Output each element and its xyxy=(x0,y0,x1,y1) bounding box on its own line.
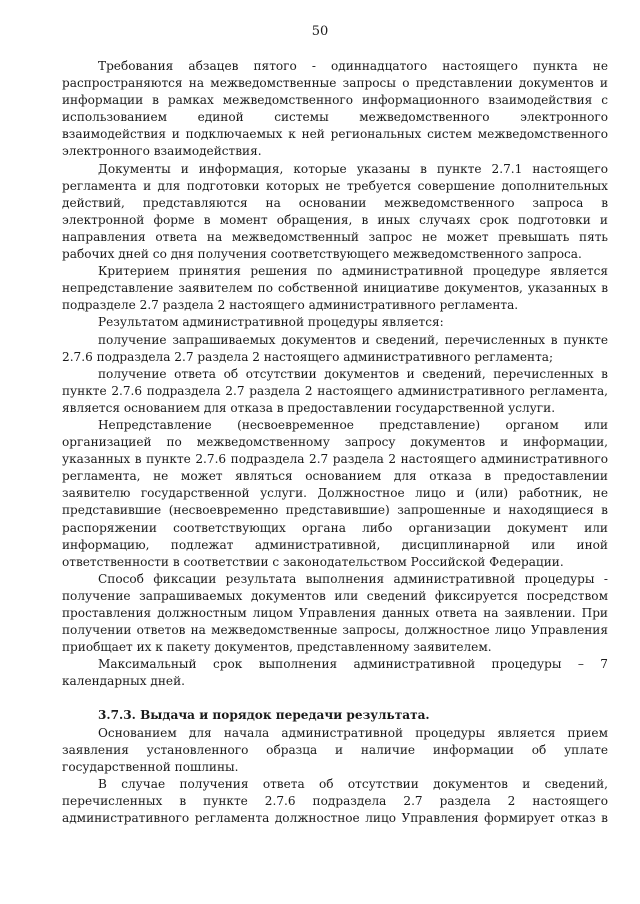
section-heading: 3.7.3. Выдача и порядок передачи результата. xyxy=(98,708,430,723)
paragraph-non-submission: Непредставление (несвоевременное представление) органом или организацией по межведомственному запросу документов и информации, указанных в пункте 2.7.6 подраздела 2.7 раздела 2 настоящего административного регламента, не может являться основанием для отказа в предоставлении заявителю государственной услуги. Должностное лицо и (или) работник, не представившие (несвоевременно представившие) запрошенные и находящиеся в распоряжении соответствующих органа либо организации документ или информацию, подлежат административной, дисциплинарной или иной ответственности в соответствии с законодательством Российской Федерации. xyxy=(62,417,608,569)
paragraph-procedure-basis: Основанием для начала административной процедуры является прием заявления установленного образца и наличие информации об уплате государственной пошлины. xyxy=(62,725,608,774)
paragraph-decision-criterion: Критерием принятия решения по административной процедуре является непредставление заявителем по собственной инициативе документов, указанных в подразделе 2.7 раздела 2 настоящего административного регламента. xyxy=(62,264,608,313)
paragraph-result-item-1: получение запрашиваемых документов и сведений, перечисленных в пункте 2.7.6 подраздела 2.7 раздела 2 настоящего административного регламента; xyxy=(62,332,608,364)
paragraph-fixation-method: Способ фиксации результата выполнения административной процедуры - получение запрашиваемых документов или сведений фиксируется посредством проставления должностным лицом Управления данных ответа на заявлении. При получении ответов на межведомственные запросы, должностное лицо Управления приобщает их к пакету документов, представленному заявителем. xyxy=(62,571,608,655)
page-number: 50 xyxy=(311,24,329,39)
paragraph-max-duration: Максимальный срок выполнения административной процедуры – 7 календарных дней. xyxy=(62,657,608,689)
paragraph-result-item-2: получение ответа об отсутствии документов и сведений, перечисленных в пункте 2.7.6 подраздела 2.7 раздела 2 настоящего административного регламента, является основанием для отказа в предоставлении государственной услуги. xyxy=(62,366,608,415)
paragraph-documents-deadline: Документы и информация, которые указаны в пункте 2.7.1 настоящего регламента и для подготовки которых не требуется совершение дополнительных действий, представляются на основании межведомственного запроса в электронной форме в момент обращения, в иных случаях срок подготовки и направления ответа на межведомственный запрос не может превышать пять рабочих дней со дня получения соответствующего межведомственного запроса. xyxy=(62,161,608,262)
document-body xyxy=(62,58,608,827)
paragraph-refusal-case: В случае получения ответа об отсутствии документов и сведений, перечисленных в пункте 2.7.6 подраздела 2.7 раздела 2 настоящего административного регламента должностное лицо Управления формирует отказ в xyxy=(62,776,608,826)
paragraph-interagency-exemption: Требования абзацев пятого - одиннадцатого настоящего пункта не распространяются на межведомственные запросы о представлении документов и информации в рамках межведомственного информационного взаимодействия с использованием единой системы межведомственного электронного взаимодействия и подключаемых к ней региональных систем межведомственного электронного взаимодействия. xyxy=(62,59,608,159)
paragraph-result-intro: Результатом административной процедуры является: xyxy=(98,315,444,330)
